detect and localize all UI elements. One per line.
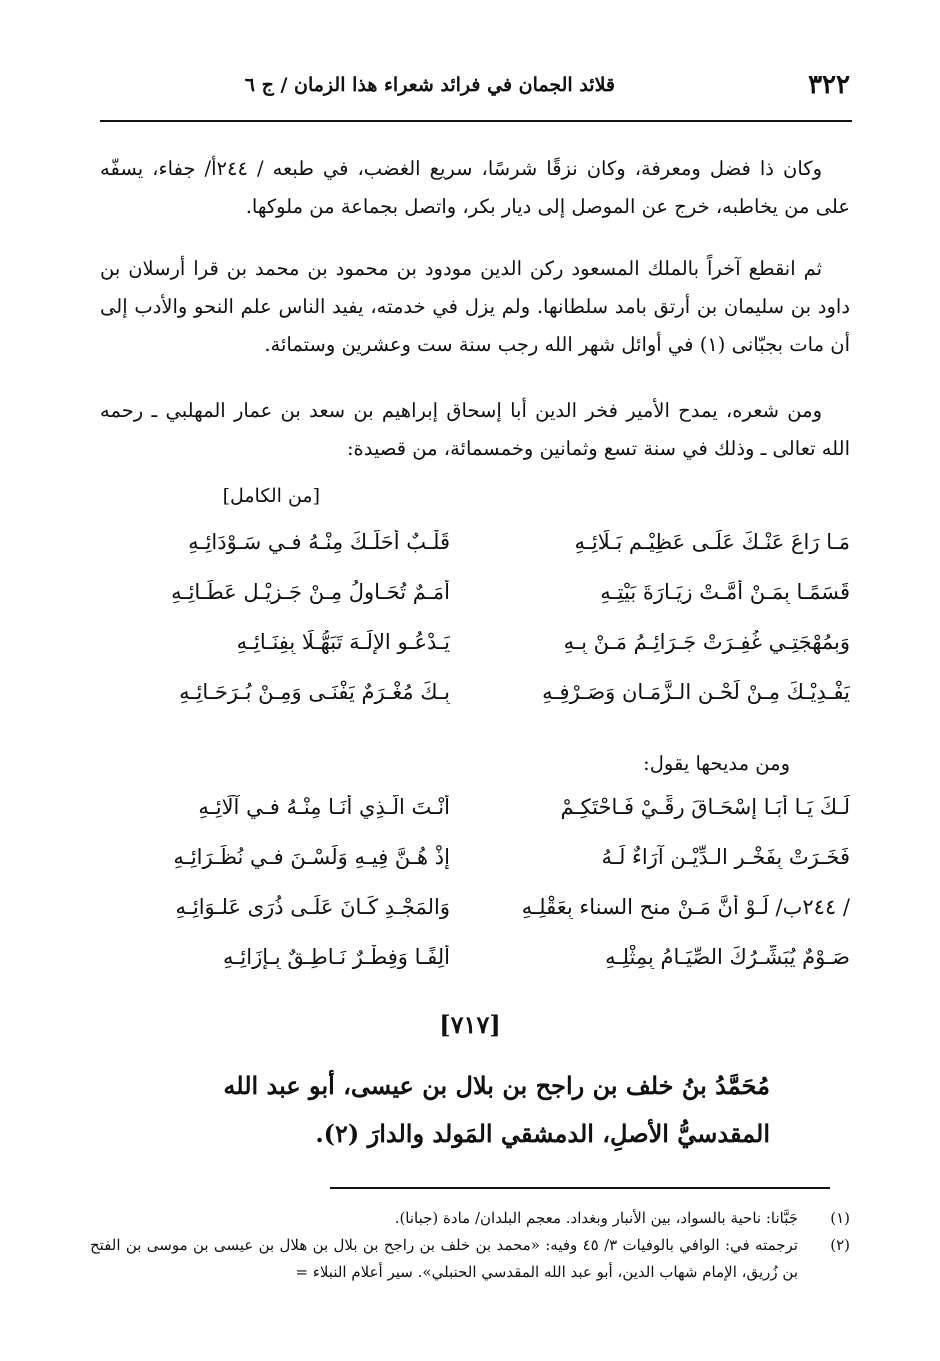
verse-line — [100, 630, 850, 680]
verse-first-hemistich: قَسَمًـا بِمَـنْ أَمَّـتْ زِيَـارَةَ بَيْتِـهِ — [600, 580, 850, 604]
footnote-mark: (٢) — [830, 1236, 850, 1254]
verse-line — [100, 845, 850, 895]
footnote-text: جَبَّانا: ناحية بالسواد، بين الأنبار وبغداد. معجم البلدان/ مادة (جبانا). — [394, 1209, 798, 1227]
verse-line — [100, 945, 850, 995]
paragraph-text: وكان ذا فضل ومعرفة، وكان نزقًا شرسًا، سريع الغضب، في طبعه / ٢٤٤أ/ جفاء، يسفّه على من يخاطبه، خرج عن الموصل إلى ديار بكر، واتصل بجماعة من ملوكها. — [100, 157, 850, 218]
paragraph-3 — [100, 392, 850, 468]
verse-first-hemistich: مَـا رَاعَ عَنْـكَ عَلَـى عَظِيْـمِ بَـلَائِـهِ — [574, 530, 850, 554]
poem-1 — [100, 530, 850, 730]
verse-line — [100, 680, 850, 730]
footnote-text: ترجمته في: الوافي بالوفيات ٣/ ٤٥ وفيه: «محمد بن خلف بن راجح بن بلال بن هلال بن عيسى بن موسى بن الفتح بن زُريق، الإمام شهاب الدين، أبو عبد الله المقدسي الحنبلي». سير أعلام النبلاء = — [90, 1236, 798, 1281]
entry-heading: مُحَمَّدُ بنُ خلف بن راجح بن بلال بن عيسى، أبو عبد الله المقدسيُّ الأصلِ، الدمشقي المَولد والدارَ (٢). — [223, 1071, 770, 1148]
page-header — [100, 66, 850, 110]
verse-second-hemistich: يَـدْعُـو الإِلَـهَ تَبَهُّـلًا بِفِنَـائِـهِ — [236, 630, 450, 654]
entry-number: [٧١٧] — [439, 1010, 501, 1039]
footnote-rule — [330, 1187, 830, 1189]
verse-first-hemistich: لَـكَ يَـا أَبَـا إِسْحَـاقَ رِقِّـيْ فَـاحْتَكِـمْ — [560, 795, 850, 819]
verse-first-hemistich: وَبِمُهْجَتِـي غُفِـرَتْ جَـرَائِـمُ مَـنْ بِـهِ — [563, 630, 850, 654]
footnote — [90, 1232, 850, 1286]
verse-second-hemistich: بِـكَ مُغْـرَمٌ يَفْنَـى وَمِـنْ بُـرَحَـائِـهِ — [179, 680, 450, 704]
verse-line — [100, 580, 850, 630]
verse-first-hemistich: صَـوْمٌ يُبَشِّـرُكَ الصِّيَـامُ بِمِثْلِـهِ — [605, 945, 850, 969]
running-title: قلائد الجمان في فرائد شعراء هذا الزمان / ج ٦ — [244, 74, 615, 96]
footnotes — [90, 1205, 850, 1286]
header-rule — [100, 120, 852, 122]
verse-second-hemistich: وَالمَجْـدِ كَـانَ عَلَـى ذُرَى عَلـوَائِـهِ — [175, 895, 450, 919]
verse-first-hemistich: يَفْـدِيْـكَ مِـنْ لَحْـنِ الـزَّمَـانِ وَصَـرْفِـهِ — [542, 680, 850, 704]
verse-line — [100, 895, 850, 945]
verse-second-hemistich: إِذْ هُـنَّ فِيـهِ وَلَسْـنَ فـي نُظَـرَائِـهِ — [173, 845, 450, 869]
footnote-mark: (١) — [830, 1209, 850, 1227]
poem-2-intro: ومن مديحها يقول: — [643, 752, 790, 775]
verse-line — [100, 795, 850, 845]
verse-line — [100, 530, 850, 580]
paragraph-1 — [100, 150, 850, 226]
verse-second-hemistich: قَلْـبٌ أَحَلَّـكَ مِنْـهُ فـي سَـوْدَائِـهِ — [188, 530, 450, 554]
verse-first-hemistich: فَخَـرَتْ بِفَخْـرِ الـدِّيْـنِ آرَاءٌ لَـهُ — [601, 845, 850, 869]
verse-second-hemistich: أَنْـتَ الَّـذِي أَنَـا مِنْـهُ فـي آلَائِـهِ — [198, 795, 450, 819]
verse-second-hemistich: أَلِفًـا وَفِطْـرٌ نَـاطِـقٌ بِـإِزَائِـهِ — [223, 945, 450, 969]
paragraph-text: ثم انقطع آخراً بالملك المسعود ركن الدين مودود بن محمود بن محمد بن قرا أرسلان بن داود بن سليمان بن أرتق بامد سلطانها. ولم يزل في خدمته، يفيد الناس علم النحو والأدب إلى أن مات بجبّانى (١) في أوائل شهر الله رجب سنة ست وعشرين وستمائة. — [100, 257, 850, 356]
poem-meter-label: [من الكامل] — [222, 485, 320, 507]
paragraph-text: ومن شعره، يمدح الأمير فخر الدين أبا إسحاق إبراهيم بن سعد بن عمار المهلبي ـ رحمه الله تعالى ـ وذلك في سنة تسع وثمانين وخمسمائة، من قصيدة: — [100, 399, 850, 460]
paragraph-2 — [100, 250, 850, 364]
footnote — [90, 1205, 850, 1232]
verse-second-hemistich: أُمَـمٌ تُحَـاوِلُ مِـنْ جَـزِيْـلِ عَطَـائِـهِ — [171, 580, 450, 604]
verse-first-hemistich: / ٢٤٤ب/ لَـوْ أَنَّ مَـنْ منح السناء بِعَقْلِـهِ — [521, 895, 850, 919]
page-number: ٣٢٢ — [808, 70, 850, 100]
poem-2 — [100, 795, 850, 995]
